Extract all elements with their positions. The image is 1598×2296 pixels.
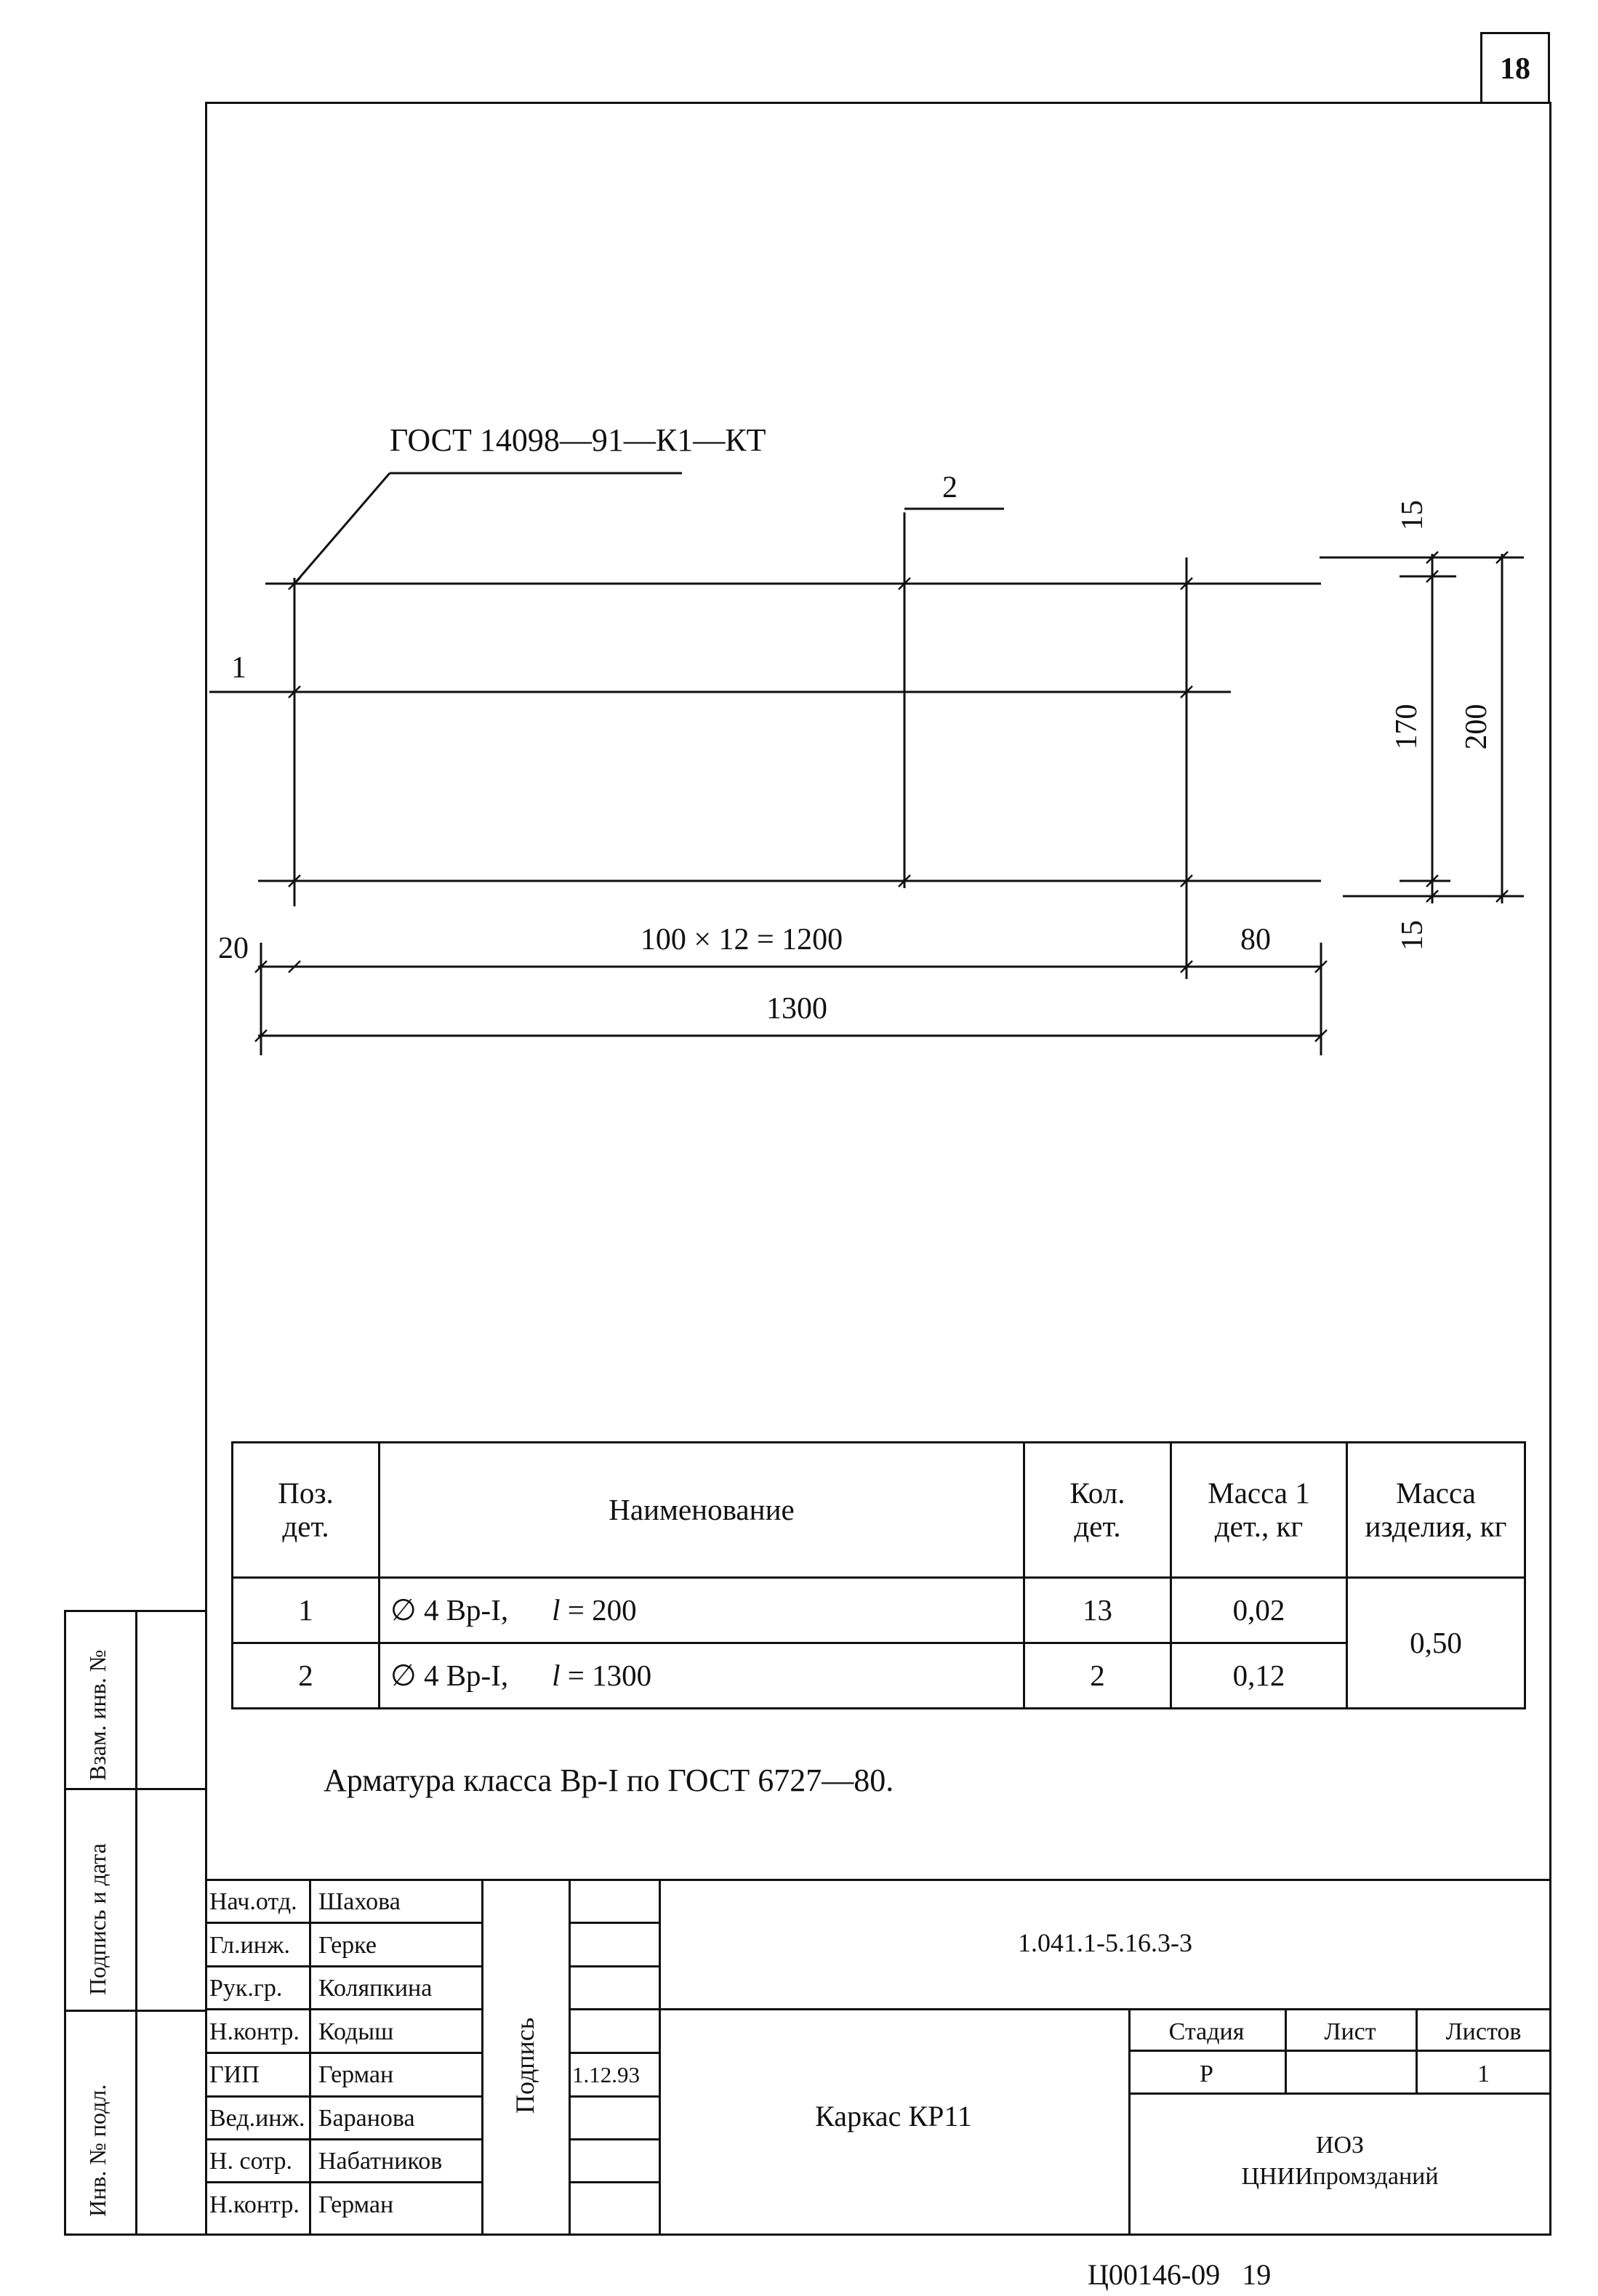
row-1-qty: 13 <box>1024 1578 1171 1643</box>
gost-leader <box>294 473 390 584</box>
row-2-pos: 2 <box>233 1643 380 1709</box>
role-7: Н. сотр. <box>209 2148 292 2175</box>
spec-header-row <box>233 1443 1525 1578</box>
document-designation: 1.041.1-5.16.3-3 <box>1018 1928 1192 1957</box>
document-title: Каркас КР11 <box>815 2100 972 2132</box>
pos-2-label: 2 <box>942 471 957 504</box>
table-row <box>233 1643 1525 1709</box>
header-pos: Поз. дет. <box>233 1443 380 1578</box>
person-2: Герке <box>318 1932 377 1959</box>
dim-top-label: 15 <box>1396 500 1429 531</box>
page-number: 18 <box>1500 52 1530 86</box>
date-value: 1.12.93 <box>572 2062 640 2087</box>
stage-value: Р <box>1200 2061 1213 2087</box>
role-1: Нач.отд. <box>209 1888 297 1915</box>
person-4: Кодыш <box>318 2018 394 2045</box>
dim-left-label: 20 <box>218 932 249 965</box>
gost-mark-label: ГОСТ 14098—91—К1—КТ <box>390 422 766 458</box>
person-5: Герман <box>318 2061 394 2088</box>
dim-spacing-label: 100 × 12 = 1200 <box>640 923 843 956</box>
dim-outer-label: 200 <box>1460 704 1493 750</box>
drawing-lines <box>209 473 1524 1055</box>
role-2: Гл.инж. <box>209 1932 290 1959</box>
sheets-value: 1 <box>1477 2061 1490 2087</box>
pos-1-label: 1 <box>231 651 246 685</box>
role-4: Н.контр. <box>209 2018 300 2045</box>
sheets-label: Листов <box>1445 2018 1522 2045</box>
role-6: Вед.инж. <box>209 2105 305 2132</box>
header-qty: Кол. дет. <box>1024 1443 1171 1578</box>
drawing-labels <box>218 422 1493 1026</box>
person-7: Набатников <box>318 2148 443 2175</box>
org-line-1: ИОЗ <box>1315 2132 1365 2159</box>
sheet-label: Лист <box>1324 2018 1376 2045</box>
header-mass-one: Масса 1 дет., кг <box>1171 1443 1347 1578</box>
dim-inner-label: 170 <box>1390 704 1424 750</box>
person-1: Шахова <box>318 1888 401 1915</box>
role-5: ГИП <box>209 2061 260 2088</box>
header-name: Наименование <box>380 1443 1024 1578</box>
person-8: Герман <box>318 2191 394 2218</box>
specification-table <box>231 1441 1526 1709</box>
table-row <box>233 1578 1525 1643</box>
dim-bottom-label: 15 <box>1396 920 1429 951</box>
footer-code: Ц00146-09 19 <box>1088 2258 1272 2291</box>
podpis-data-label: Подпись и дата <box>84 1843 111 1995</box>
row-1-pos: 1 <box>233 1578 380 1643</box>
role-8: Н.контр. <box>209 2191 300 2218</box>
row-2-mass-one: 0,12 <box>1171 1643 1347 1709</box>
vzam-inv-label: Взам. инв. № <box>84 1649 111 1781</box>
stage-label: Стадия <box>1168 2018 1245 2045</box>
dim-right-label: 80 <box>1240 923 1271 956</box>
person-3: Коляпкина <box>318 1975 433 2002</box>
org-line-2: ЦНИИпромзданий <box>1241 2163 1439 2190</box>
inv-podl-label: Инв. № подл. <box>84 2084 111 2217</box>
signature-label: Подпись <box>510 2017 539 2114</box>
reinforcement-cage-drawing <box>0 0 1598 1090</box>
row-2-qty: 2 <box>1024 1643 1171 1709</box>
row-1-mass-one: 0,02 <box>1171 1578 1347 1643</box>
dim-ticks <box>255 552 1508 1042</box>
mass-item-value: 0,50 <box>1347 1578 1525 1709</box>
row-2-name: ∅ 4 Вр-I, l = 1300 <box>380 1643 1024 1709</box>
frame-bottom <box>64 2233 1551 2236</box>
material-note: Арматура класса Вр-I по ГОСТ 6727—80. <box>324 1763 894 1798</box>
header-mass-item: Масса изделия, кг <box>1347 1443 1525 1578</box>
role-3: Рук.гр. <box>209 1975 283 2002</box>
row-1-name: ∅ 4 Вр-I, l = 200 <box>380 1578 1024 1643</box>
dim-total-label: 1300 <box>766 992 827 1026</box>
person-6: Баранова <box>318 2105 415 2132</box>
